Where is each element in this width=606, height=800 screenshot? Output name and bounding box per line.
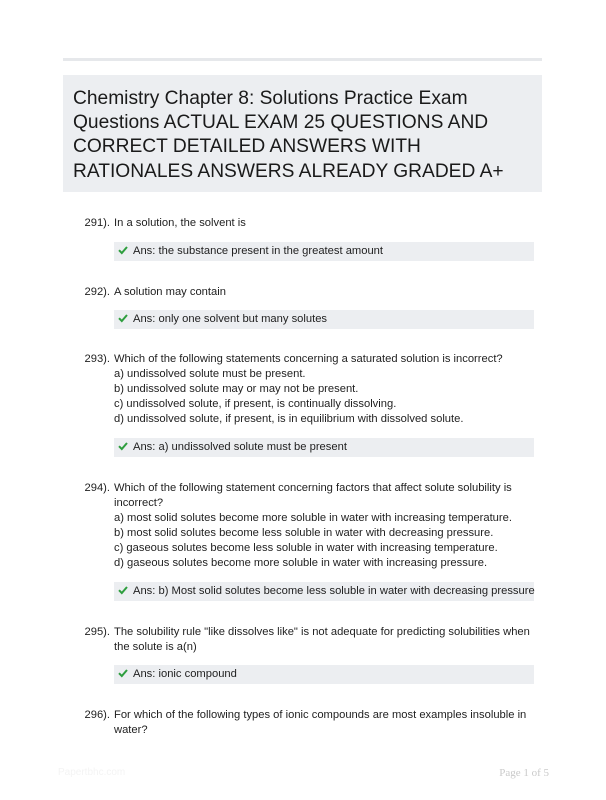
question-text: The solubility rule "like dissolves like" is not adequate for predicting solubilities when the solute is a(n): [114, 626, 530, 653]
question-body: [114, 708, 534, 738]
question-number: 292).: [84, 286, 110, 298]
check-icon: [118, 245, 128, 255]
option-b: b) most solid solutes become less soluble in water with decreasing pressure.: [114, 527, 494, 539]
question-text: In a solution, the solvent is: [114, 217, 246, 229]
option-c: c) undissolved solute, if present, is continually dissolving.: [114, 398, 397, 410]
option-d: d) gaseous solutes become more soluble in water with increasing pressure.: [114, 557, 488, 569]
question-body: [114, 352, 534, 427]
check-icon: [118, 668, 128, 678]
check-icon: [118, 313, 128, 323]
answer-box: [114, 582, 534, 601]
answer-text: Ans: ionic compound: [133, 668, 237, 680]
check-icon: [118, 441, 128, 451]
option-a: a) most solid solutes become more soluble in water with increasing temperature.: [114, 512, 512, 524]
top-divider: [63, 58, 542, 61]
answer-text: Ans: b) Most solid solutes become less soluble in water with decreasing pressure: [133, 585, 535, 597]
question-text: Which of the following statement concerning factors that affect solute solubility is incorrect?: [114, 482, 512, 509]
question-text: Which of the following statements concerning a saturated solution is incorrect?: [114, 353, 503, 365]
question-number: 294).: [84, 482, 110, 494]
question-body: [114, 625, 534, 655]
question-number: 296).: [84, 709, 110, 721]
question-text: A solution may contain: [114, 286, 226, 298]
option-b: b) undissolved solute may or may not be present.: [114, 383, 359, 395]
answer-text: Ans: a) undissolved solute must be present: [133, 441, 347, 453]
answer-box: [114, 242, 534, 261]
answer-text: Ans: the substance present in the greatest amount: [133, 245, 384, 257]
check-icon: [118, 585, 128, 595]
question-number: 291).: [84, 217, 110, 229]
answer-text: Ans: only one solvent but many solutes: [133, 313, 328, 325]
page-title: Chemistry Chapter 8: Solutions Practice Exam Questions ACTUAL EXAM 25 QUESTIONS AND CORRECT DETAILED ANSWERS WITH RATIONALES ANSWERS ALREADY GRADED A+: [73, 88, 504, 182]
answer-box: [114, 438, 534, 457]
question-body: [114, 216, 534, 231]
answer-box: [114, 310, 534, 329]
question-number: 295).: [84, 626, 110, 638]
question-text: For which of the following types of ionic compounds are most examples insoluble in water?: [114, 709, 527, 736]
footer-site: Papertbhc.com: [58, 767, 126, 778]
question-body: [114, 481, 534, 571]
question-body: [114, 285, 534, 300]
option-c: c) gaseous solutes become less soluble in water with increasing temperature.: [114, 542, 498, 554]
option-d: d) undissolved solute, if present, is in equilibrium with dissolved solute.: [114, 413, 464, 425]
title-panel: [63, 75, 542, 192]
option-a: a) undissolved solute must be present.: [114, 368, 306, 380]
answer-box: [114, 665, 534, 684]
page-number: Page 1 of 5: [499, 767, 549, 779]
question-number: 293).: [84, 353, 110, 365]
